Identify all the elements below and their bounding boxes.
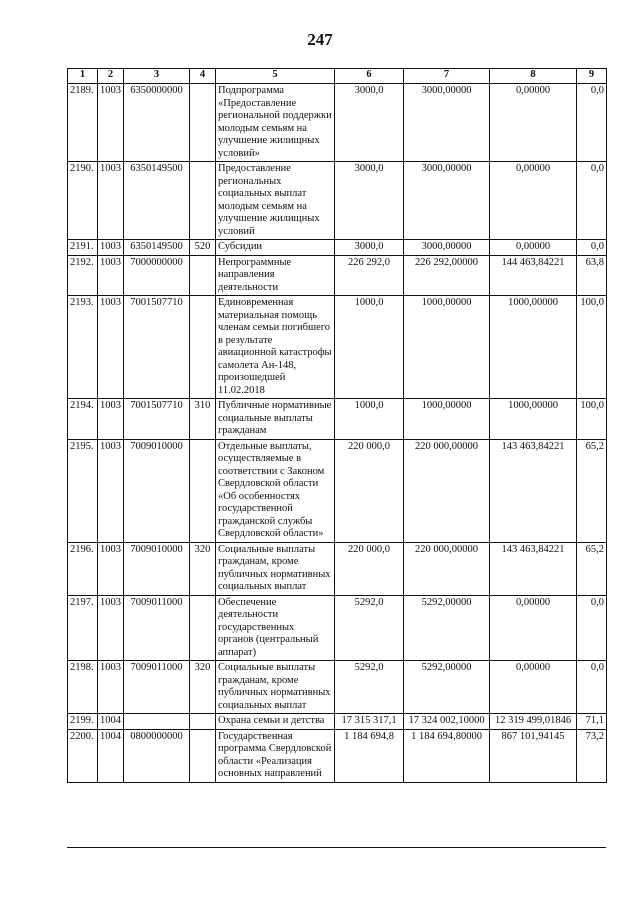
budget-allocation-cell: 17 324 002,10000 <box>404 714 490 730</box>
execution-percent-cell: 65,2 <box>577 542 607 595</box>
approved-amount-cell: 1 184 694,8 <box>335 729 404 782</box>
table-row <box>68 661 607 714</box>
row-number-cell: 2189. <box>68 84 98 162</box>
target-article-cell: 6350000000 <box>124 84 190 162</box>
table-row <box>68 399 607 440</box>
table-row <box>68 255 607 296</box>
row-number-cell: 2198. <box>68 661 98 714</box>
execution-percent-cell: 100,0 <box>577 399 607 440</box>
row-number-cell: 2196. <box>68 542 98 595</box>
target-article-cell: 7000000000 <box>124 255 190 296</box>
column-header: 5 <box>216 69 335 84</box>
executed-amount-cell: 0,00000 <box>490 84 577 162</box>
budget-allocation-cell: 1000,00000 <box>404 296 490 399</box>
budget-table <box>67 68 607 783</box>
item-name-cell: Социальные выплаты гражданам, кроме публичных нормативных социальных выплат <box>216 661 335 714</box>
target-article-cell: 7009010000 <box>124 542 190 595</box>
budget-allocation-cell: 1000,00000 <box>404 399 490 440</box>
executed-amount-cell: 1000,00000 <box>490 399 577 440</box>
executed-amount-cell: 0,00000 <box>490 240 577 256</box>
budget-allocation-cell: 1 184 694,80000 <box>404 729 490 782</box>
table-row <box>68 296 607 399</box>
section-code-cell: 1003 <box>98 84 124 162</box>
executed-amount-cell: 1000,00000 <box>490 296 577 399</box>
section-code-cell: 1003 <box>98 296 124 399</box>
expense-type-cell <box>190 729 216 782</box>
target-article-cell: 7001507710 <box>124 296 190 399</box>
approved-amount-cell: 3000,0 <box>335 240 404 256</box>
expense-type-cell <box>190 595 216 661</box>
table-row <box>68 714 607 730</box>
row-number-cell: 2193. <box>68 296 98 399</box>
table-bottom-border <box>67 847 606 848</box>
table-row <box>68 162 607 240</box>
target-article-cell: 7009010000 <box>124 439 190 542</box>
item-name-cell: Публичные нормативные социальные выплаты гражданам <box>216 399 335 440</box>
item-name-cell: Государственная программа Свердловской области «Реализация основных направлений <box>216 729 335 782</box>
expense-type-cell <box>190 714 216 730</box>
section-code-cell: 1003 <box>98 542 124 595</box>
execution-percent-cell: 0,0 <box>577 162 607 240</box>
budget-allocation-cell: 5292,00000 <box>404 595 490 661</box>
approved-amount-cell: 5292,0 <box>335 595 404 661</box>
item-name-cell: Непрограммные направления деятельности <box>216 255 335 296</box>
executed-amount-cell: 143 463,84221 <box>490 542 577 595</box>
executed-amount-cell: 0,00000 <box>490 595 577 661</box>
approved-amount-cell: 17 315 317,1 <box>335 714 404 730</box>
execution-percent-cell: 0,0 <box>577 661 607 714</box>
section-code-cell: 1003 <box>98 162 124 240</box>
approved-amount-cell: 1000,0 <box>335 399 404 440</box>
target-article-cell: 7001507710 <box>124 399 190 440</box>
section-code-cell: 1003 <box>98 399 124 440</box>
expense-type-cell <box>190 296 216 399</box>
item-name-cell: Субсидии <box>216 240 335 256</box>
approved-amount-cell: 1000,0 <box>335 296 404 399</box>
page-number: 247 <box>307 30 333 49</box>
row-number-cell: 2199. <box>68 714 98 730</box>
budget-allocation-cell: 226 292,00000 <box>404 255 490 296</box>
approved-amount-cell: 5292,0 <box>335 661 404 714</box>
approved-amount-cell: 226 292,0 <box>335 255 404 296</box>
table-row <box>68 542 607 595</box>
target-article-cell: 6350149500 <box>124 162 190 240</box>
executed-amount-cell: 0,00000 <box>490 162 577 240</box>
section-code-cell: 1003 <box>98 439 124 542</box>
execution-percent-cell: 65,2 <box>577 439 607 542</box>
section-code-cell: 1003 <box>98 595 124 661</box>
executed-amount-cell: 144 463,84221 <box>490 255 577 296</box>
execution-percent-cell: 63,8 <box>577 255 607 296</box>
column-header: 2 <box>98 69 124 84</box>
header-row <box>68 69 607 84</box>
section-code-cell: 1003 <box>98 661 124 714</box>
budget-allocation-cell: 220 000,00000 <box>404 542 490 595</box>
expense-type-cell <box>190 439 216 542</box>
column-header: 9 <box>577 69 607 84</box>
budget-allocation-cell: 3000,00000 <box>404 240 490 256</box>
executed-amount-cell: 867 101,94145 <box>490 729 577 782</box>
item-name-cell: Социальные выплаты гражданам, кроме публичных нормативных социальных выплат <box>216 542 335 595</box>
executed-amount-cell: 0,00000 <box>490 661 577 714</box>
item-name-cell: Предоставление региональных социальных выплат молодым семьям на улучшение жилищных условий <box>216 162 335 240</box>
execution-percent-cell: 100,0 <box>577 296 607 399</box>
item-name-cell: Отдельные выплаты, осуществляемые в соответствии с Законом Свердловской области «Об особенностях государственной гражданской службы Свердловской области» <box>216 439 335 542</box>
approved-amount-cell: 220 000,0 <box>335 439 404 542</box>
target-article-cell: 6350149500 <box>124 240 190 256</box>
expense-type-cell: 320 <box>190 542 216 595</box>
column-header: 7 <box>404 69 490 84</box>
row-number-cell: 2195. <box>68 439 98 542</box>
row-number-cell: 2190. <box>68 162 98 240</box>
expense-type-cell: 520 <box>190 240 216 256</box>
table-row <box>68 439 607 542</box>
row-number-cell: 2192. <box>68 255 98 296</box>
approved-amount-cell: 3000,0 <box>335 162 404 240</box>
execution-percent-cell: 71,1 <box>577 714 607 730</box>
expense-type-cell <box>190 162 216 240</box>
column-header: 1 <box>68 69 98 84</box>
section-code-cell: 1003 <box>98 255 124 296</box>
budget-allocation-cell: 3000,00000 <box>404 84 490 162</box>
section-code-cell: 1004 <box>98 714 124 730</box>
target-article-cell: 7009011000 <box>124 595 190 661</box>
expense-type-cell <box>190 255 216 296</box>
item-name-cell: Обеспечение деятельности государственных органов (центральный аппарат) <box>216 595 335 661</box>
item-name-cell: Единовременная материальная помощь членам семьи погибшего в результате авиационной катастрофы самолета Ан-148, произошедшей 11.02.2018 <box>216 296 335 399</box>
budget-allocation-cell: 220 000,00000 <box>404 439 490 542</box>
execution-percent-cell: 0,0 <box>577 595 607 661</box>
execution-percent-cell: 0,0 <box>577 84 607 162</box>
table-row <box>68 729 607 782</box>
budget-allocation-cell: 3000,00000 <box>404 162 490 240</box>
column-header: 6 <box>335 69 404 84</box>
approved-amount-cell: 3000,0 <box>335 84 404 162</box>
item-name-cell: Подпрограмма «Предоставление региональной поддержки молодым семьям на улучшение жилищных условий» <box>216 84 335 162</box>
row-number-cell: 2191. <box>68 240 98 256</box>
approved-amount-cell: 220 000,0 <box>335 542 404 595</box>
target-article-cell <box>124 714 190 730</box>
table-row <box>68 240 607 256</box>
column-header: 4 <box>190 69 216 84</box>
item-name-cell: Охрана семьи и детства <box>216 714 335 730</box>
execution-percent-cell: 73,2 <box>577 729 607 782</box>
section-code-cell: 1004 <box>98 729 124 782</box>
column-header: 8 <box>490 69 577 84</box>
column-header: 3 <box>124 69 190 84</box>
table-row <box>68 84 607 162</box>
expense-type-cell: 310 <box>190 399 216 440</box>
executed-amount-cell: 12 319 499,01846 <box>490 714 577 730</box>
target-article-cell: 7009011000 <box>124 661 190 714</box>
table-row <box>68 595 607 661</box>
row-number-cell: 2194. <box>68 399 98 440</box>
row-number-cell: 2200. <box>68 729 98 782</box>
expense-type-cell <box>190 84 216 162</box>
executed-amount-cell: 143 463,84221 <box>490 439 577 542</box>
expense-type-cell: 320 <box>190 661 216 714</box>
target-article-cell: 0800000000 <box>124 729 190 782</box>
row-number-cell: 2197. <box>68 595 98 661</box>
budget-allocation-cell: 5292,00000 <box>404 661 490 714</box>
execution-percent-cell: 0,0 <box>577 240 607 256</box>
section-code-cell: 1003 <box>98 240 124 256</box>
